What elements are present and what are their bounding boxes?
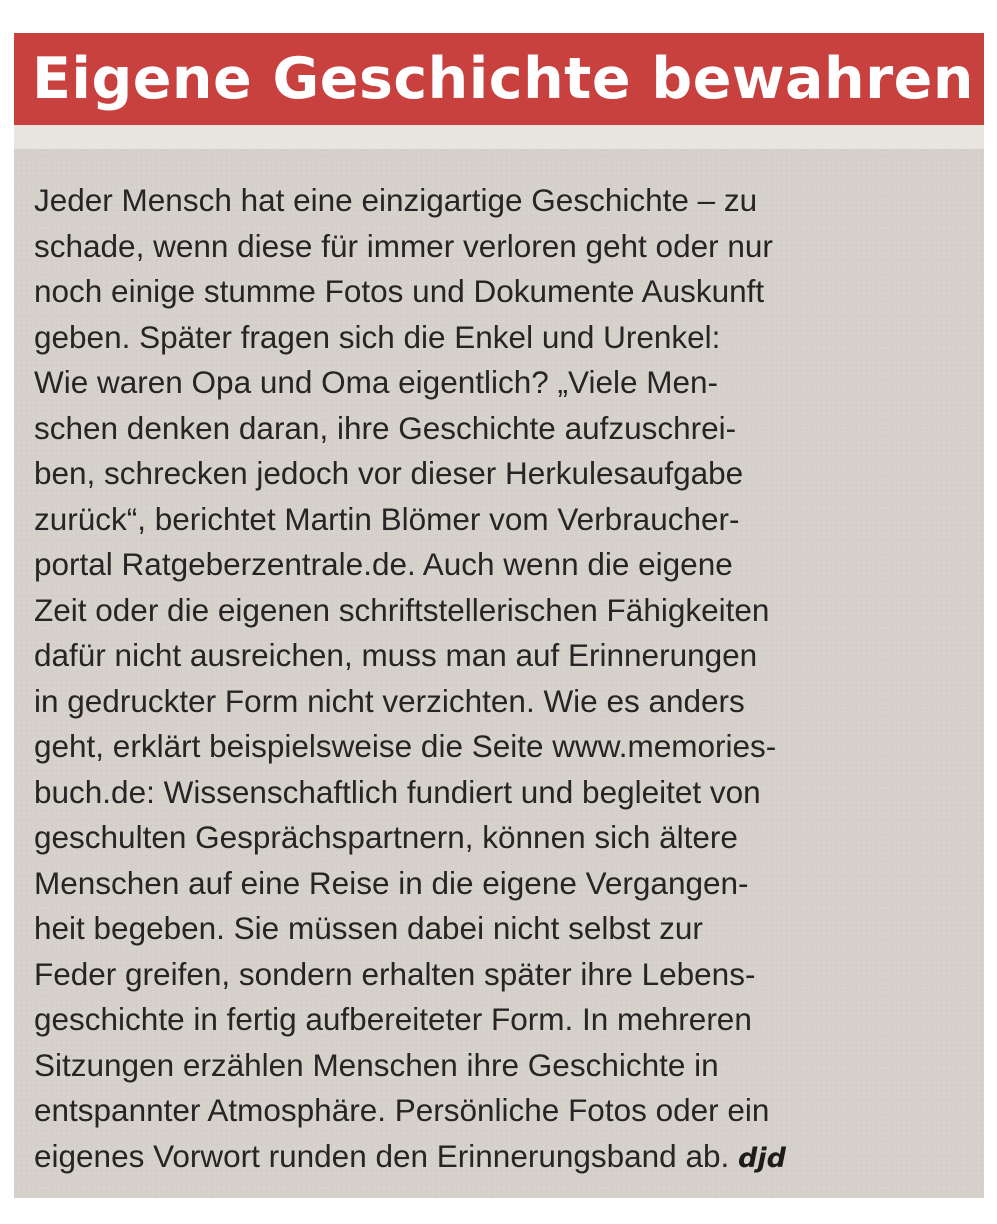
body-line: zurück“, berichtet Martin Blömer vom Verbraucher- (34, 500, 740, 537)
body-line: Wie waren Opa und Oma eigentlich? „Viele Men- (34, 364, 719, 400)
headline: Eigene Geschichte bewahren (32, 46, 974, 112)
body-line: schen denken daran, ihre Geschichte aufzuschrei- (34, 409, 737, 446)
body-line: dafür nicht ausreichen, muss man auf Erinnerungen (34, 637, 758, 673)
body-line: ben, schrecken jedoch vor dieser Herkulesaufgabe (34, 455, 744, 491)
body-line: Sitzungen erzählen Menschen ihre Geschichte in (34, 1046, 719, 1083)
body-line: buch.de: Wissenschaftlich fundiert und begleitet von (34, 773, 761, 810)
body-line: geschichte in fertig aufbereiteter Form. In mehreren (34, 1001, 752, 1037)
body-line: Zeit oder die eigenen schriftstellerischen Fähigkeiten (34, 591, 770, 628)
body-line: in gedruckter Form nicht verzichten. Wie es anders (34, 682, 745, 719)
body-line-last (34, 1134, 964, 1180)
body-line: portal Ratgeberzentrale.de. Auch wenn die eigene (34, 546, 733, 582)
body-line: geht, erklärt beispielsweise die Seite www.memories- (34, 728, 777, 764)
body-line: schade, wenn diese für immer verloren geht oder nur (34, 227, 773, 264)
body-line: heit begeben. Sie müssen dabei nicht selbst zur (34, 910, 703, 946)
source-credit: djd (738, 1142, 786, 1174)
body-line: Menschen auf eine Reise in die eigene Vergangen- (34, 864, 749, 901)
headline-divider (14, 125, 984, 149)
body-line: geschulten Gesprächspartnern, können sich ältere (34, 819, 738, 855)
body-line: Jeder Mensch hat eine einzigartige Geschichte – zu (34, 182, 758, 218)
headline-bar (14, 33, 984, 125)
body-line-text: eigenes Vorwort runden den Erinnerungsband ab. (34, 1137, 730, 1174)
body-line: Feder greifen, sondern erhalten später ihre Lebens- (34, 955, 756, 992)
newspaper-clipping (14, 33, 984, 1198)
article-body (34, 178, 964, 1179)
body-line: geben. Später fragen sich die Enkel und Urenkel: (34, 318, 721, 355)
body-line: noch einige stumme Fotos und Dokumente Auskunft (34, 273, 765, 309)
body-line: entspannter Atmosphäre. Persönliche Fotos oder ein (34, 1092, 770, 1128)
